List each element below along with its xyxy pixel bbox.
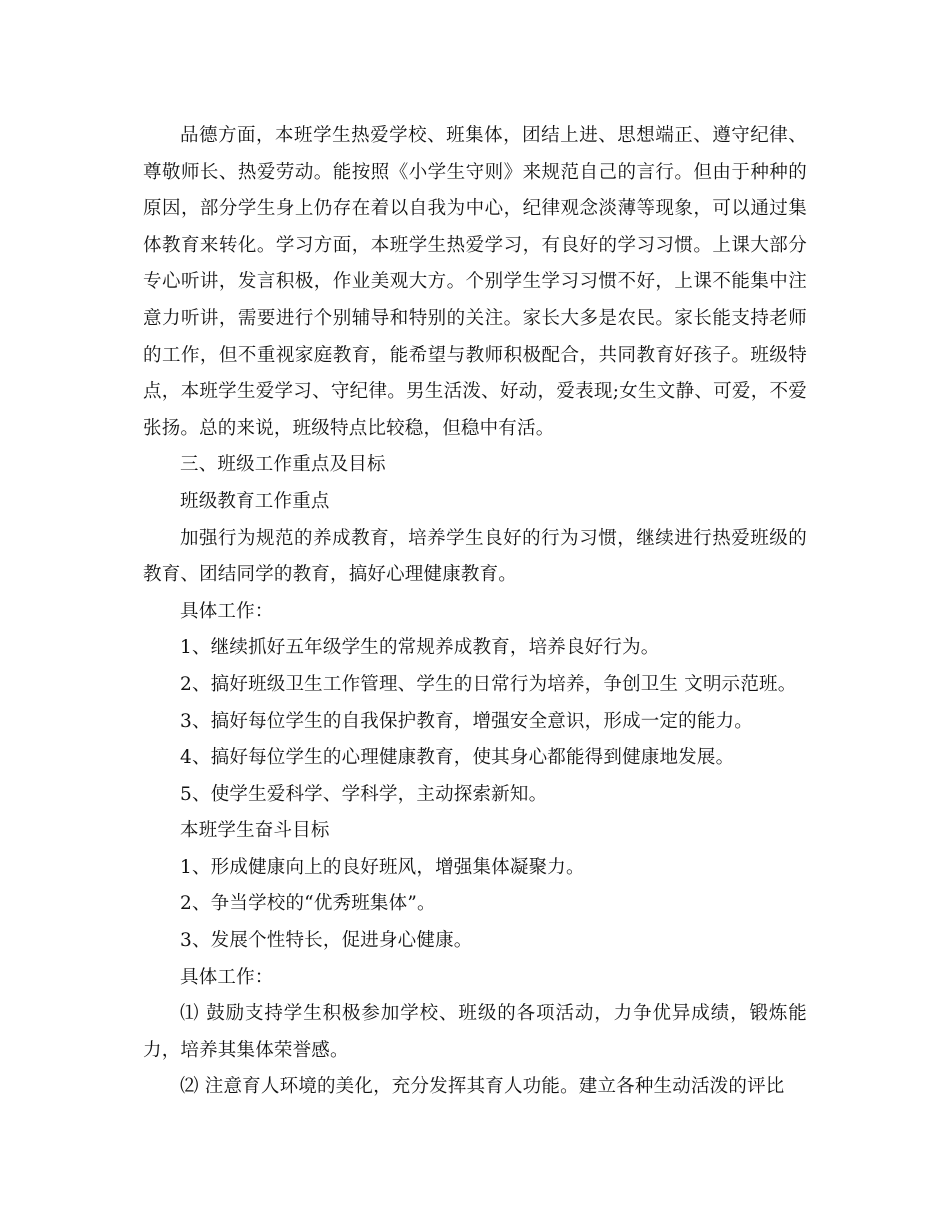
- subheading-specific-work-2: 具体工作：: [180, 966, 274, 988]
- list-item-goal-1: 1、形成健康向上的良好班风，增强集体凝聚力。: [180, 856, 585, 878]
- subheading-education-focus: 班级教育工作重点: [180, 490, 330, 512]
- subheading-student-goals: 本班学生奋斗目标: [180, 820, 330, 842]
- subheading-specific-work: 具体工作：: [180, 600, 274, 622]
- paragraph-behavior-education: 加强行为规范的养成教育，培养学生良好的行为习惯，继续进行热爱班级的教育、团结同学的教育，搞好心理健康教育。: [143, 527, 807, 586]
- list-item-work-4: 4、搞好每位学生的心理健康教育，使其身心都能得到健康地发展。: [180, 747, 735, 769]
- list-item-goal-3: 3、发展个性特长，促进身心健康。: [180, 930, 473, 952]
- list-item-activity-1: ⑴ 鼓励支持学生积极参加学校、班级的各项活动，力争优异成绩，锻炼能力，培养其集体荣誉感。: [143, 1003, 807, 1061]
- section-heading-class-focus-goals: 三、班级工作重点及目标: [180, 454, 386, 476]
- paragraph-class-character: 品德方面，本班学生热爱学校、班集体，团结上进、思想端正、遵守纪律、尊敬师长、热爱劳动。能按照《小学生守则》来规范自己的言行。但由于种种的原因，部分学生身上仍存在着以自我为中心，纪律观念淡薄等现象，可以通过集体教育来转化。学习方面，本班学生热爱学习，有良好的学习习惯。上课大部分专心听讲，发言积极，作业美观大方。个别学生学习习惯不好，上课不能集中注意力听讲，需要进行个别辅导和特别的关注。家长大多是农民。家长能支持老师的工作，但不重视家庭教育，能希望与教师积极配合，共同教育好孩子。班级特点，本班学生爱学习、守纪律。男生活泼、好动，爱表现;女生文静、可爱，不爱张扬。总的来说，班级特点比较稳，但稳中有活。: [143, 125, 807, 439]
- list-item-work-3: 3、搞好每位学生的自我保护教育，增强安全意识，形成一定的能力。: [180, 710, 753, 732]
- list-item-work-1: 1、继续抓好五年级学生的常规养成教育，培养良好行为。: [180, 637, 660, 659]
- list-item-work-5: 5、使学生爱科学、学科学，主动探索新知。: [180, 783, 548, 805]
- document-body: [143, 118, 807, 1106]
- list-item-goal-2: 2、争当学校的“优秀班集体”。: [180, 893, 436, 915]
- list-item-activity-2: ⑵ 注意育人环境的美化，充分发挥其育人功能。建立各种生动活泼的评比: [180, 1076, 785, 1098]
- list-item-work-2: 2、搞好班级卫生工作管理、学生的日常行为培养，争创卫生 文明示范班。: [180, 673, 797, 695]
